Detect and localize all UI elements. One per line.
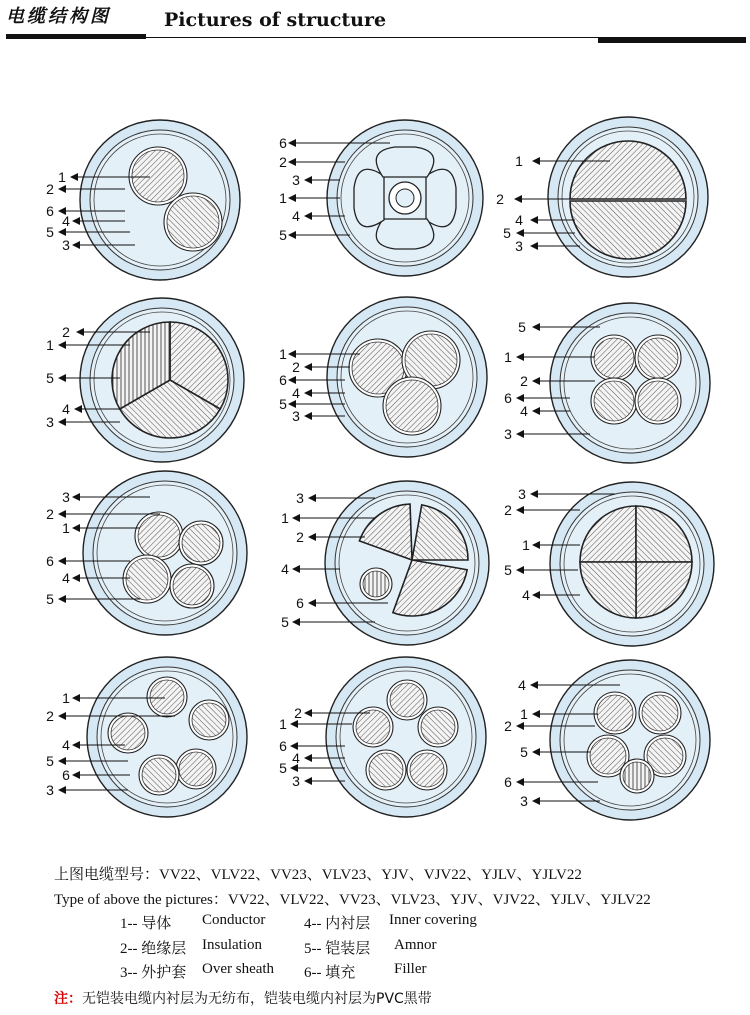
d7-label-2: 1 bbox=[62, 520, 70, 536]
d10-arrow-4 bbox=[72, 771, 80, 779]
d8-label-3: 4 bbox=[281, 561, 289, 577]
d10-label-2: 4 bbox=[62, 737, 70, 753]
types-en: Type of above the pictures：VV22、VLV22、VV23、VLV23、YJV、VJV22、YJLV、YJLV22 bbox=[54, 892, 651, 908]
d2-core-0 bbox=[426, 169, 456, 227]
d3-arrow-0 bbox=[532, 157, 540, 165]
d7-label-5: 5 bbox=[46, 591, 54, 607]
d9-label-2: 1 bbox=[522, 537, 530, 553]
legend-item-5: 5-- 铠装层 bbox=[304, 941, 371, 957]
d12-arrow-1 bbox=[532, 710, 540, 718]
d8-arrow-0 bbox=[308, 494, 316, 502]
d8-label-4: 6 bbox=[296, 595, 304, 611]
d9-arrow-1 bbox=[516, 506, 524, 514]
d5-label-4: 5 bbox=[279, 396, 287, 412]
d5-arrow-5 bbox=[304, 412, 312, 420]
legend-item-6: 6-- 填充 bbox=[304, 965, 356, 981]
d1-arrow-3 bbox=[72, 217, 80, 225]
d9-label-3: 5 bbox=[504, 562, 512, 578]
d7-conductor-d bbox=[173, 567, 211, 605]
d11-conductor-2 bbox=[410, 753, 444, 787]
d5-arrow-3 bbox=[304, 389, 312, 397]
d11-arrow-0 bbox=[304, 709, 312, 717]
d8-label-0: 3 bbox=[296, 490, 304, 506]
d7-conductor-b bbox=[182, 524, 220, 562]
d4-label-0: 2 bbox=[62, 324, 70, 340]
d3-label-4: 3 bbox=[515, 238, 523, 254]
d12-conductor-2 bbox=[590, 738, 626, 774]
d1-label-0: 1 bbox=[58, 169, 66, 185]
d6-armour bbox=[560, 313, 700, 453]
d8-arrow-3 bbox=[292, 565, 300, 573]
d10-arrow-2 bbox=[72, 741, 80, 749]
d7-arrow-3 bbox=[58, 557, 66, 565]
d3-arrow-4 bbox=[530, 242, 538, 250]
d8-arrow-1 bbox=[292, 514, 300, 522]
d7-arrow-0 bbox=[72, 493, 80, 501]
legend-item-1: 1-- 导体 bbox=[120, 916, 172, 932]
d9-arrow-2 bbox=[532, 541, 540, 549]
d4-label-1: 1 bbox=[46, 337, 54, 353]
d3-label-0: 1 bbox=[515, 153, 523, 169]
d2-arrow-1 bbox=[288, 158, 296, 166]
d10-conductor-0 bbox=[150, 680, 184, 714]
d2-label-4: 4 bbox=[292, 208, 300, 224]
d2-arrow-5 bbox=[288, 231, 296, 239]
d11-label-2: 6 bbox=[279, 738, 287, 754]
d1-conductor-b bbox=[167, 196, 219, 248]
d1-arrow-5 bbox=[72, 241, 80, 249]
d10-label-1: 2 bbox=[46, 708, 54, 724]
d12-label-2: 2 bbox=[504, 718, 512, 734]
d12-label-1: 1 bbox=[520, 706, 528, 722]
d11-arrow-2 bbox=[290, 742, 298, 750]
note-label: 注： bbox=[54, 991, 82, 1007]
d1-label-1: 2 bbox=[46, 181, 54, 197]
d6-label-5: 3 bbox=[504, 426, 512, 442]
d5-conductor-c bbox=[386, 380, 438, 432]
d5-arrow-1 bbox=[304, 363, 312, 371]
d6-arrow-2 bbox=[532, 377, 540, 385]
d6-arrow-3 bbox=[516, 394, 524, 402]
d12-arrow-3 bbox=[532, 748, 540, 756]
d3-arrow-2 bbox=[530, 216, 538, 224]
d8-small-core bbox=[363, 571, 389, 597]
d7-arrow-1 bbox=[58, 510, 66, 518]
d7-conductor-a bbox=[138, 515, 180, 557]
d4-arrow-4 bbox=[58, 418, 66, 426]
d4-label-4: 3 bbox=[46, 414, 54, 430]
d6-conductor-d bbox=[638, 381, 678, 421]
d5-arrow-2 bbox=[288, 376, 296, 384]
d10-arrow-3 bbox=[58, 757, 66, 765]
d7-conductor-c bbox=[126, 558, 168, 600]
d6-label-0: 5 bbox=[518, 319, 526, 335]
d6-label-1: 1 bbox=[504, 349, 512, 365]
legend-item-4: 4-- 内衬层 bbox=[304, 916, 371, 932]
d11-label-4: 5 bbox=[279, 760, 287, 776]
d5-label-1: 2 bbox=[292, 359, 300, 375]
d1-label-2: 6 bbox=[46, 203, 54, 219]
d3-label-1: 2 bbox=[496, 191, 504, 207]
d10-arrow-1 bbox=[58, 712, 66, 720]
d6-arrow-4 bbox=[532, 407, 540, 415]
d4-arrow-3 bbox=[74, 405, 82, 413]
d4-label-2: 5 bbox=[46, 370, 54, 386]
d7-label-4: 4 bbox=[62, 570, 70, 586]
d11-label-0: 2 bbox=[294, 705, 302, 721]
d7-label-3: 6 bbox=[46, 553, 54, 569]
d11-conductor-3 bbox=[369, 753, 403, 787]
d12-conductor-0 bbox=[597, 695, 633, 731]
d3-arrow-3 bbox=[516, 229, 524, 237]
d12-arrow-4 bbox=[516, 778, 524, 786]
d7-arrow-5 bbox=[58, 595, 66, 603]
d6-label-3: 6 bbox=[504, 390, 512, 406]
d12-conductor-1 bbox=[642, 695, 678, 731]
d12-small-core bbox=[623, 762, 651, 790]
d4-arrow-2 bbox=[58, 374, 66, 382]
d7-label-0: 3 bbox=[62, 489, 70, 505]
d1-arrow-4 bbox=[58, 228, 66, 236]
d9-label-0: 3 bbox=[518, 486, 526, 502]
d2-core-3 bbox=[376, 147, 434, 177]
d2-label-2: 3 bbox=[292, 172, 300, 188]
legend-item-5-en: Amnor bbox=[394, 937, 437, 953]
d2-label-3: 1 bbox=[279, 190, 287, 206]
legend-item-4-en: Inner covering bbox=[389, 912, 477, 928]
legend-item-3: 3-- 外护套 bbox=[120, 965, 187, 981]
note-text: 无铠装电缆内衬层为无纺布，铠装电缆内衬层为PVC黑带 bbox=[82, 991, 432, 1007]
d8-arrow-5 bbox=[292, 618, 300, 626]
footer-note bbox=[54, 988, 432, 1008]
d6-conductor-a bbox=[594, 338, 634, 378]
d10-conductor-3 bbox=[142, 758, 176, 792]
d3-label-2: 4 bbox=[515, 212, 523, 228]
d11-label-3: 4 bbox=[292, 750, 300, 766]
d10-label-3: 5 bbox=[46, 753, 54, 769]
d12-label-5: 3 bbox=[520, 793, 528, 809]
d12-arrow-2 bbox=[516, 722, 524, 730]
d12-arrow-5 bbox=[532, 797, 540, 805]
d1-label-4: 5 bbox=[46, 224, 54, 240]
d5-label-5: 3 bbox=[292, 408, 300, 424]
d1-label-3: 4 bbox=[62, 213, 70, 229]
d2-center-conductor bbox=[396, 189, 414, 207]
d10-conductor-1 bbox=[192, 703, 226, 737]
d11-label-5: 3 bbox=[292, 773, 300, 789]
d10-label-4: 6 bbox=[62, 767, 70, 783]
d6-arrow-5 bbox=[516, 430, 524, 438]
d5-label-2: 6 bbox=[279, 372, 287, 388]
d6-conductor-c bbox=[594, 381, 634, 421]
d2-core-1 bbox=[376, 219, 434, 249]
d8-arrow-4 bbox=[308, 599, 316, 607]
header-title-zh: 电缆结构图 bbox=[6, 6, 111, 27]
d10-arrow-0 bbox=[72, 694, 80, 702]
d6-arrow-0 bbox=[532, 323, 540, 331]
d2-core-2 bbox=[354, 169, 384, 227]
d2-arrow-3 bbox=[288, 194, 296, 202]
d9-arrow-0 bbox=[530, 490, 538, 498]
d11-conductor-0 bbox=[390, 683, 424, 717]
d2-arrow-2 bbox=[304, 176, 312, 184]
d3-arrow-1 bbox=[514, 195, 522, 203]
d9-arrow-4 bbox=[532, 591, 540, 599]
d3-label-3: 5 bbox=[503, 225, 511, 241]
d6-label-2: 2 bbox=[520, 373, 528, 389]
d11-arrow-3 bbox=[304, 754, 312, 762]
d2-arrow-4 bbox=[304, 212, 312, 220]
d4-arrow-1 bbox=[58, 341, 66, 349]
d5-label-0: 1 bbox=[279, 346, 287, 362]
d6-arrow-1 bbox=[516, 353, 524, 361]
d8-label-5: 5 bbox=[281, 614, 289, 630]
d12-arrow-0 bbox=[530, 681, 538, 689]
legend-item-6-en: Filler bbox=[394, 961, 427, 977]
d1-conductor-a bbox=[132, 150, 184, 202]
d12-label-4: 6 bbox=[504, 774, 512, 790]
d11-conductor-4 bbox=[356, 710, 390, 744]
d11-conductor-1 bbox=[421, 710, 455, 744]
d10-conductor-2 bbox=[179, 752, 213, 786]
d1-label-5: 3 bbox=[62, 237, 70, 253]
d4-label-3: 4 bbox=[62, 401, 70, 417]
d10-arrow-5 bbox=[58, 786, 66, 794]
d8-label-2: 2 bbox=[296, 529, 304, 545]
d4-arrow-0 bbox=[76, 328, 84, 336]
d7-label-1: 2 bbox=[46, 506, 54, 522]
d5-label-3: 4 bbox=[292, 385, 300, 401]
d11-arrow-1 bbox=[290, 720, 298, 728]
legend-item-1-en: Conductor bbox=[202, 912, 266, 928]
types-zh: 上图电缆型号：VV22、VLV22、VV23、VLV23、YJV、VJV22、YJLV、YJLV22 bbox=[54, 867, 582, 883]
d1-arrow-0 bbox=[70, 173, 78, 181]
d12-label-3: 5 bbox=[520, 744, 528, 760]
d9-label-1: 2 bbox=[504, 502, 512, 518]
d10-label-0: 1 bbox=[62, 690, 70, 706]
d9-arrow-3 bbox=[516, 566, 524, 574]
legend-item-2: 2-- 绝缘层 bbox=[120, 941, 187, 957]
d7-arrow-4 bbox=[72, 574, 80, 582]
d10-label-5: 3 bbox=[46, 782, 54, 798]
d2-arrow-0 bbox=[288, 139, 296, 147]
d6-label-4: 4 bbox=[520, 403, 528, 419]
d2-label-5: 5 bbox=[279, 227, 287, 243]
d2-label-1: 2 bbox=[279, 154, 287, 170]
d8-arrow-2 bbox=[308, 533, 316, 541]
d12-label-0: 4 bbox=[518, 677, 526, 693]
d1-arrow-1 bbox=[58, 185, 66, 193]
d6-conductor-b bbox=[638, 338, 678, 378]
d7-arrow-2 bbox=[72, 524, 80, 532]
d11-label-1: 1 bbox=[279, 716, 287, 732]
legend-item-3-en: Over sheath bbox=[202, 961, 275, 977]
legend-item-2-en: Insulation bbox=[202, 937, 262, 953]
d11-arrow-5 bbox=[304, 777, 312, 785]
d5-arrow-0 bbox=[288, 350, 296, 358]
header-title-en: Pictures of structure bbox=[164, 9, 387, 31]
d8-label-1: 1 bbox=[281, 510, 289, 526]
d5-arrow-4 bbox=[288, 400, 296, 408]
d9-label-4: 4 bbox=[522, 587, 530, 603]
d2-label-0: 6 bbox=[279, 135, 287, 151]
